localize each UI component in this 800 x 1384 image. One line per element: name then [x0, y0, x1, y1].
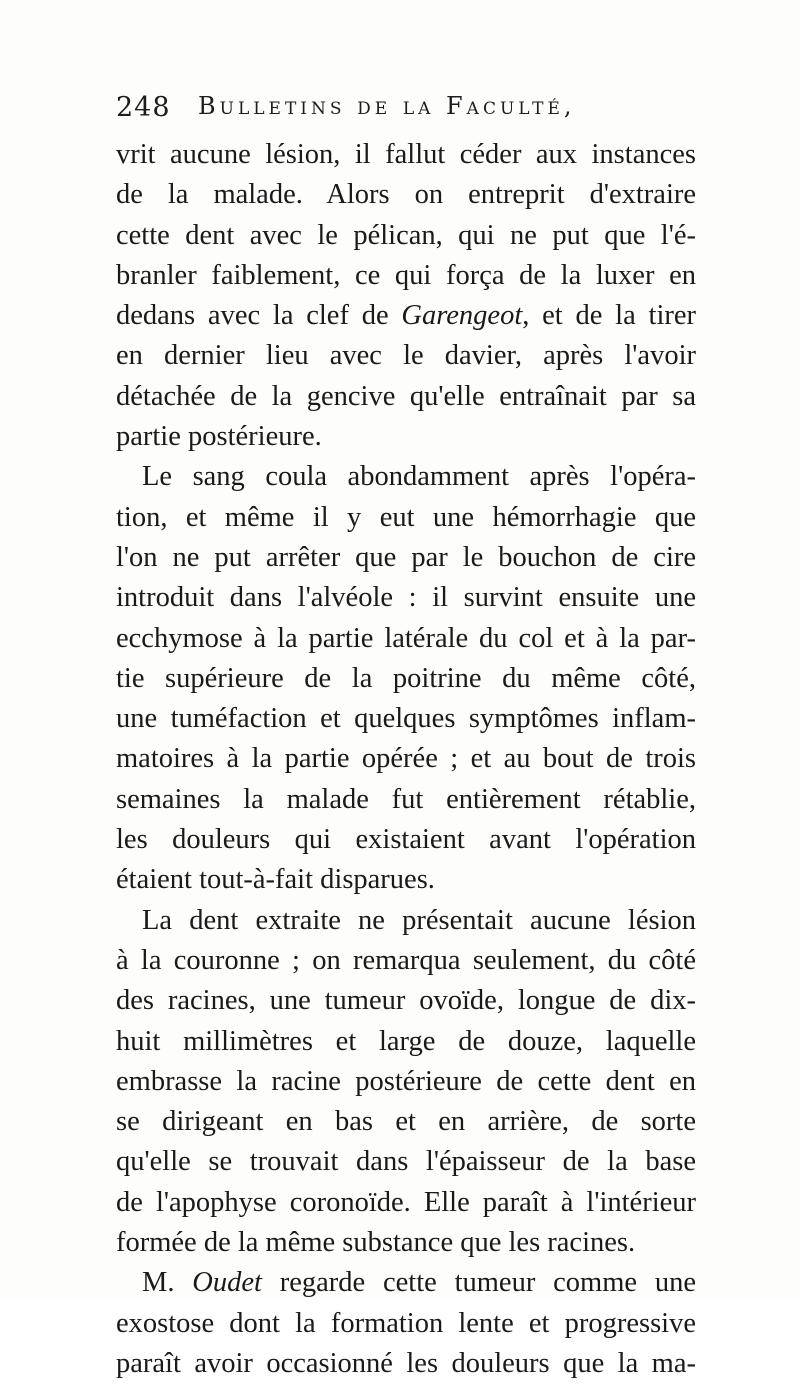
- text-line: Le sang coula abondamment après l'opéra-: [142, 461, 696, 493]
- text-line: tion, et même il y eut une hémorrhagie que: [116, 501, 696, 533]
- text-line: La dent extraite ne présentait aucune lésion: [142, 904, 696, 936]
- text-line: ecchymose à la partie latérale du col et à la par-: [116, 622, 696, 654]
- text-line: dedans avec la clef de Garengeot, et de la tirer: [116, 300, 696, 332]
- text-line: semaines la malade fut entièrement rétablie,: [116, 783, 696, 815]
- text-line: embrasse la racine postérieure de cette dent en: [116, 1065, 696, 1097]
- page-header: [116, 92, 676, 128]
- page-number: 248: [116, 92, 171, 123]
- text-line: introduit dans l'alvéole : il survint ensuite une: [116, 582, 696, 614]
- text-line: paraît avoir occasionné les douleurs que la ma-: [116, 1347, 696, 1379]
- text-line: les douleurs qui existaient avant l'opération: [116, 824, 696, 856]
- text-line: M. Oudet regarde cette tumeur comme une: [142, 1267, 696, 1299]
- text-line: partie postérieure.: [116, 421, 322, 453]
- text-line: en dernier lieu avec le davier, après l'avoir: [116, 340, 696, 372]
- text-line: une tuméfaction et quelques symptômes inflam-: [116, 703, 696, 735]
- italic-name: Garengeot: [401, 300, 523, 332]
- text-line: vrit aucune lésion, il fallut céder aux instances: [116, 139, 696, 170]
- text-line: formée de la même substance que les racines.: [116, 1227, 636, 1259]
- text-line: branler faiblement, ce qui força de la luxer en: [116, 259, 696, 291]
- text-line: se dirigeant en bas et en arrière, de sorte: [116, 1106, 696, 1138]
- text-line: huit millimètres et large de douze, laquelle: [116, 1025, 696, 1057]
- text-line: qu'elle se trouvait dans l'épaisseur de la base: [116, 1146, 696, 1178]
- text-line: l'on ne put arrêter que par le bouchon de cire: [116, 541, 696, 573]
- text-line: cette dent avec le pélican, qui ne put que l'é-: [116, 219, 696, 251]
- body-text: [116, 135, 696, 1384]
- italic-name: Oudet: [192, 1267, 262, 1299]
- text-line: de l'apophyse coronoïde. Elle paraît à l'intérieur: [116, 1186, 696, 1218]
- running-head: Bulletins de la Faculté,: [198, 92, 576, 120]
- text-line: détachée de la gencive qu'elle entraînait par sa: [116, 380, 696, 412]
- text-line: exostose dont la formation lente et progressive: [116, 1307, 696, 1339]
- text-line: des racines, une tumeur ovoïde, longue de dix-: [116, 985, 696, 1017]
- text-line: de la malade. Alors on entreprit d'extraire: [116, 179, 696, 211]
- text-line: étaient tout-à-fait disparues.: [116, 864, 435, 896]
- text-line: tie supérieure de la poitrine du même côté,: [116, 662, 696, 694]
- text-line: à la couronne ; on remarqua seulement, du côté: [116, 944, 696, 976]
- text-line: matoires à la partie opérée ; et au bout de trois: [116, 743, 696, 775]
